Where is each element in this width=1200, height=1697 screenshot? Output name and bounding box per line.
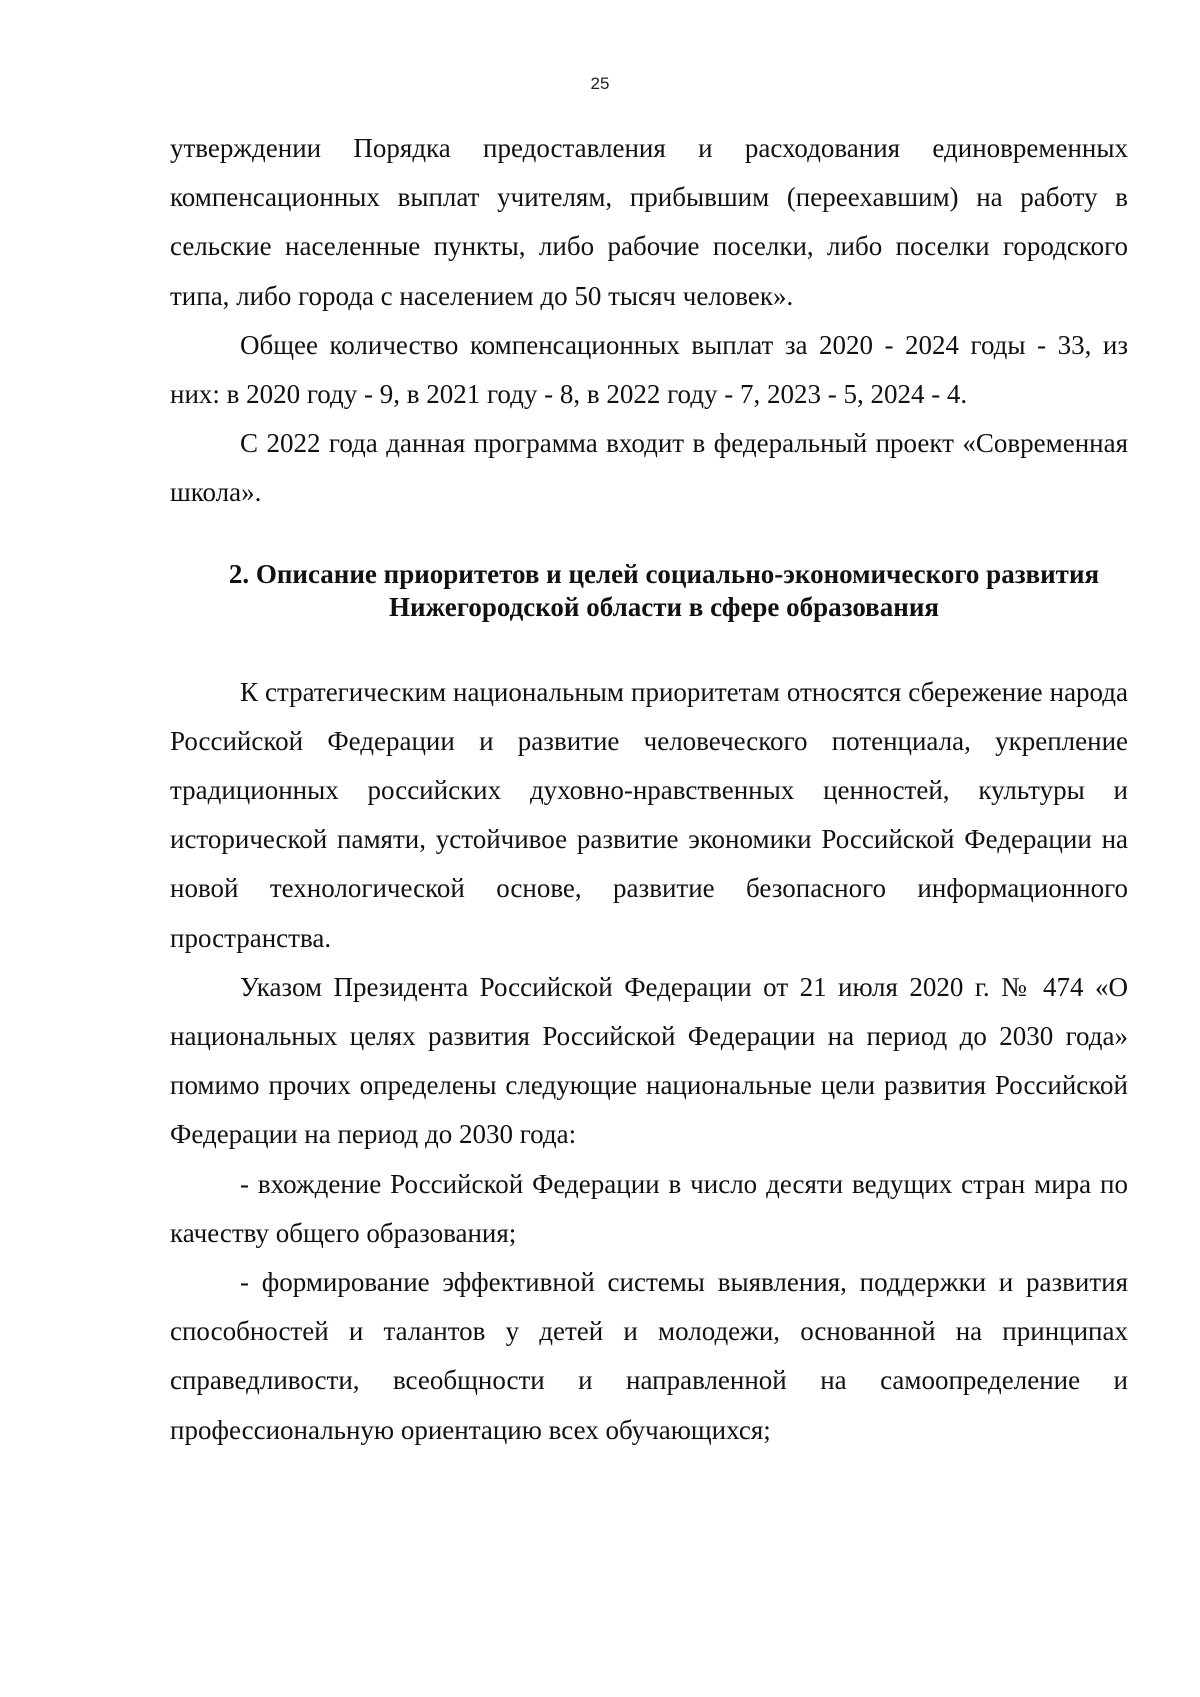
paragraph-continuation: утверждении Порядка предоставления и расходования единовременных компенсационных выплат учителям, прибывшим (переехавшим) на работу в сельские населенные пункты, либо рабочие поселки, либо поселки городского типа, либо города с населением до 50 тысяч человек». bbox=[170, 133, 1128, 311]
section-heading-line-2: Нижегородской области в сфере образования bbox=[389, 591, 939, 622]
section-heading-line-1: 2. Описание приоритетов и целей социально-экономического развития bbox=[228, 558, 1100, 589]
paragraph-federal-project: С 2022 года данная программа входит в федеральный проект «Современная школа». bbox=[170, 428, 1128, 508]
page-number: 25 bbox=[590, 74, 610, 93]
list-item-talent-system: - формирование эффективной системы выявления, поддержки и развития способностей и талантов у детей и молодежи, основанной на принципах справедливости, всеобщности и направленной на самоопределение и профессиональную ориентацию всех обучающихся; bbox=[170, 1267, 1128, 1445]
paragraph-payments-count: Общее количество компенсационных выплат за 2020 - 2024 годы - 33, из них: в 2020 году - 9, в 2021 году - 8, в 2022 году - 7, 2023 - 5, 2024 - 4. bbox=[170, 329, 1128, 410]
list-item-education-quality: - вхождение Российской Федерации в число десяти ведущих стран мира по качеству общего образования; bbox=[170, 1168, 1128, 1248]
paragraph-presidential-decree: Указом Президента Российской Федерации от 21 июля 2020 г. № 474 «О национальных целях развития Российской Федерации на период до 2030 года» помимо прочих определены следующие национальные цели развития Российской Федерации на период до 2030 года: bbox=[170, 971, 1128, 1150]
section-heading bbox=[170, 558, 1128, 624]
paragraph-national-priorities: К стратегическим национальным приоритетам относятся сбережение народа Российской Федерации и развитие человеческого потенциала, укрепление традиционных российских духовно-нравственных ценностей, культуры и исторической памяти, устойчивое развитие экономики Российской Федерации на новой технологической основе, развитие безопасного информационного пространства. bbox=[170, 676, 1128, 953]
document-body bbox=[170, 124, 1128, 1455]
